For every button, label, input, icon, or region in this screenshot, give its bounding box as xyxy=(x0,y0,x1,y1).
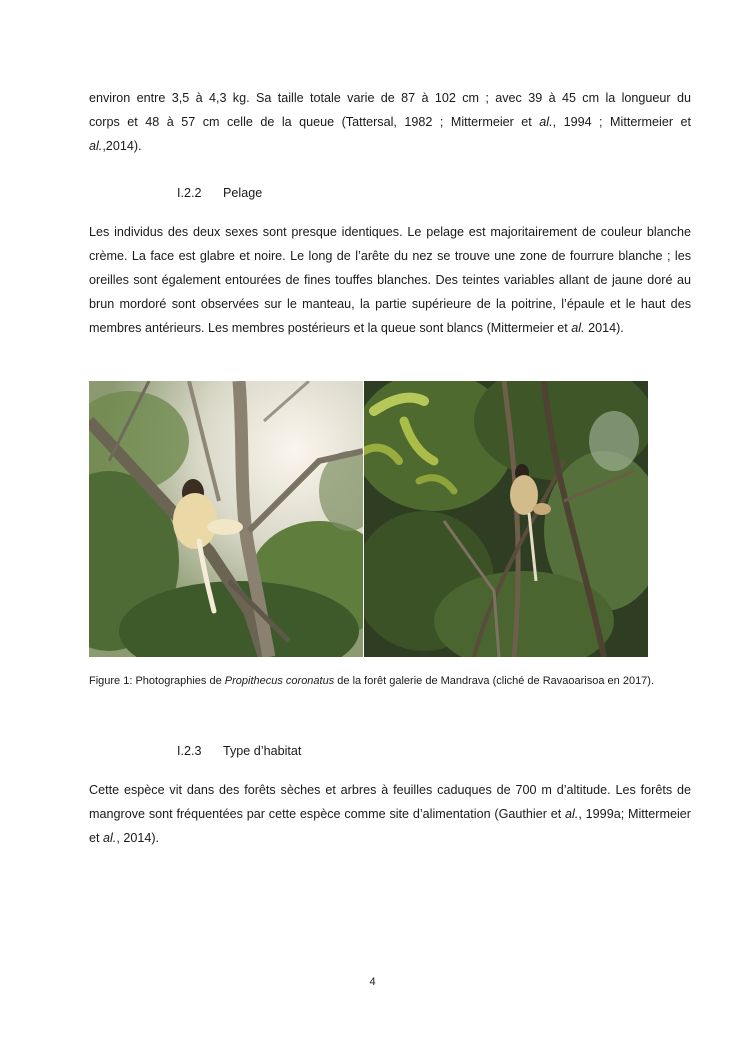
para3-italic-2: al. xyxy=(103,831,117,845)
para1-line2-text: corps et 48 à 57 cm celle de la queue (Tattersal, 1982 ; Mittermeier et xyxy=(89,115,540,129)
para3-tail: , 2014). xyxy=(116,831,160,845)
paragraph-habitat xyxy=(89,778,691,850)
section-title: Pelage xyxy=(223,186,263,200)
paragraph-pelage xyxy=(89,220,691,340)
caption-suffix: de la forêt galerie de Mandrava (cliché de Ravaoarisoa en 2017). xyxy=(334,675,655,687)
para3-italic-1: al. xyxy=(565,807,579,821)
para1-line2-italic: al. xyxy=(539,115,553,129)
lemur-photo-left xyxy=(89,381,363,657)
para1-line2-tail: , 1994 ; Mittermeier et xyxy=(552,115,691,129)
caption-species-name: Propithecus coronatus xyxy=(224,675,335,687)
lemur-photo-right xyxy=(364,381,648,657)
para3-text: Cette espèce vit dans des forêts sèches et arbres à feuilles caduques de 700 m d’altitude. Les forêts de mangrove sont fréquentées par cette espèce comme site d’alimentation (Gauthier et xyxy=(89,783,691,821)
para1-line3 xyxy=(89,134,691,158)
para1-line3-italic: al. xyxy=(89,139,103,153)
section-number: I.2.3 xyxy=(177,744,202,758)
paragraph-weight-size xyxy=(89,86,691,158)
para1-line2 xyxy=(89,110,691,134)
section-heading-pelage xyxy=(177,186,262,200)
section-heading-habitat xyxy=(177,744,301,758)
page-number: 4 xyxy=(369,976,376,988)
figure-caption xyxy=(89,675,691,689)
para2-italic: al. xyxy=(571,321,585,335)
para3-mid: , 1999a; Mittermeier et xyxy=(89,807,691,845)
para2-text: Les individus des deux sexes sont presque identiques. Le pelage est majoritairement de couleur blanche crème. La face est glabre et noire. Le long de l’arête du nez se trouve une zone de fourrure blanche ; les oreilles sont également entourées de fines touffes blanches. Des teintes variables allant de jaune doré au brun mordoré sont observées sur le manteau, la partie supérieure de la poitrine, l’épaule et le haut des membres antérieurs. Les membres postérieurs et la queue sont blancs (Mittermeier et xyxy=(89,225,691,335)
para1-line1: environ entre 3,5 à 4,3 kg. Sa taille totale varie de 87 à 102 cm ; avec 39 à 45 cm la longueur du xyxy=(89,91,691,105)
section-title: Type d’habitat xyxy=(223,744,302,758)
section-number: I.2.2 xyxy=(177,186,202,200)
caption-prefix: Figure 1: Photographies de xyxy=(89,675,225,687)
para1-line3-tail: ,2014). xyxy=(102,139,142,153)
para2-tail: 2014). xyxy=(584,321,624,335)
